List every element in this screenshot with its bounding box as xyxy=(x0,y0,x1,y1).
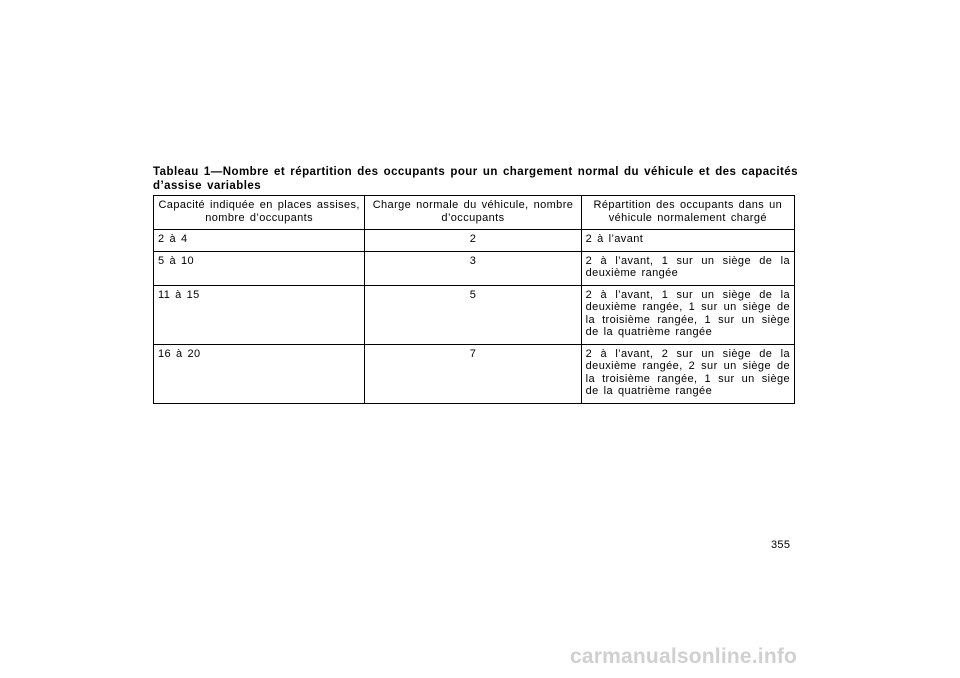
cell-capacity: 5 à 10 xyxy=(154,251,365,285)
header-normal-load: Charge normale du véhicule, nombre d’occupants xyxy=(365,196,581,230)
occupants-table xyxy=(153,195,795,404)
cell-load: 7 xyxy=(365,344,581,403)
table-header-row xyxy=(154,196,795,230)
cell-distribution: 2 à l’avant, 1 sur un siège de la deuxième rangée, 1 sur un siège de la troisième rangée, 1 sur un siège de la quatrième rangée xyxy=(581,285,794,344)
cell-load: 2 xyxy=(365,230,581,252)
header-seating-capacity: Capacité indiquée en places assises, nombre d’occupants xyxy=(154,196,365,230)
table-row xyxy=(154,230,795,252)
cell-capacity: 11 à 15 xyxy=(154,285,365,344)
table-caption: Tableau 1—Nombre et répartition des occupants pour un chargement normal du véhicule et des capacités d’assise variables xyxy=(153,166,798,192)
header-occupant-distribution: Répartition des occupants dans un véhicule normalement chargé xyxy=(581,196,794,230)
table-row xyxy=(154,285,795,344)
cell-distribution: 2 à l’avant xyxy=(581,230,794,252)
watermark: carmanualsonline.info xyxy=(570,645,798,668)
page-number: 355 xyxy=(771,539,791,551)
cell-distribution: 2 à l’avant, 2 sur un siège de la deuxième rangée, 2 sur un siège de la troisième rangée, 1 sur un siège de la quatrième rangée xyxy=(581,344,794,403)
cell-distribution: 2 à l’avant, 1 sur un siège de la deuxième rangée xyxy=(581,251,794,285)
cell-capacity: 2 à 4 xyxy=(154,230,365,252)
cell-load: 3 xyxy=(365,251,581,285)
table-row xyxy=(154,344,795,403)
cell-load: 5 xyxy=(365,285,581,344)
cell-capacity: 16 à 20 xyxy=(154,344,365,403)
table-row xyxy=(154,251,795,285)
